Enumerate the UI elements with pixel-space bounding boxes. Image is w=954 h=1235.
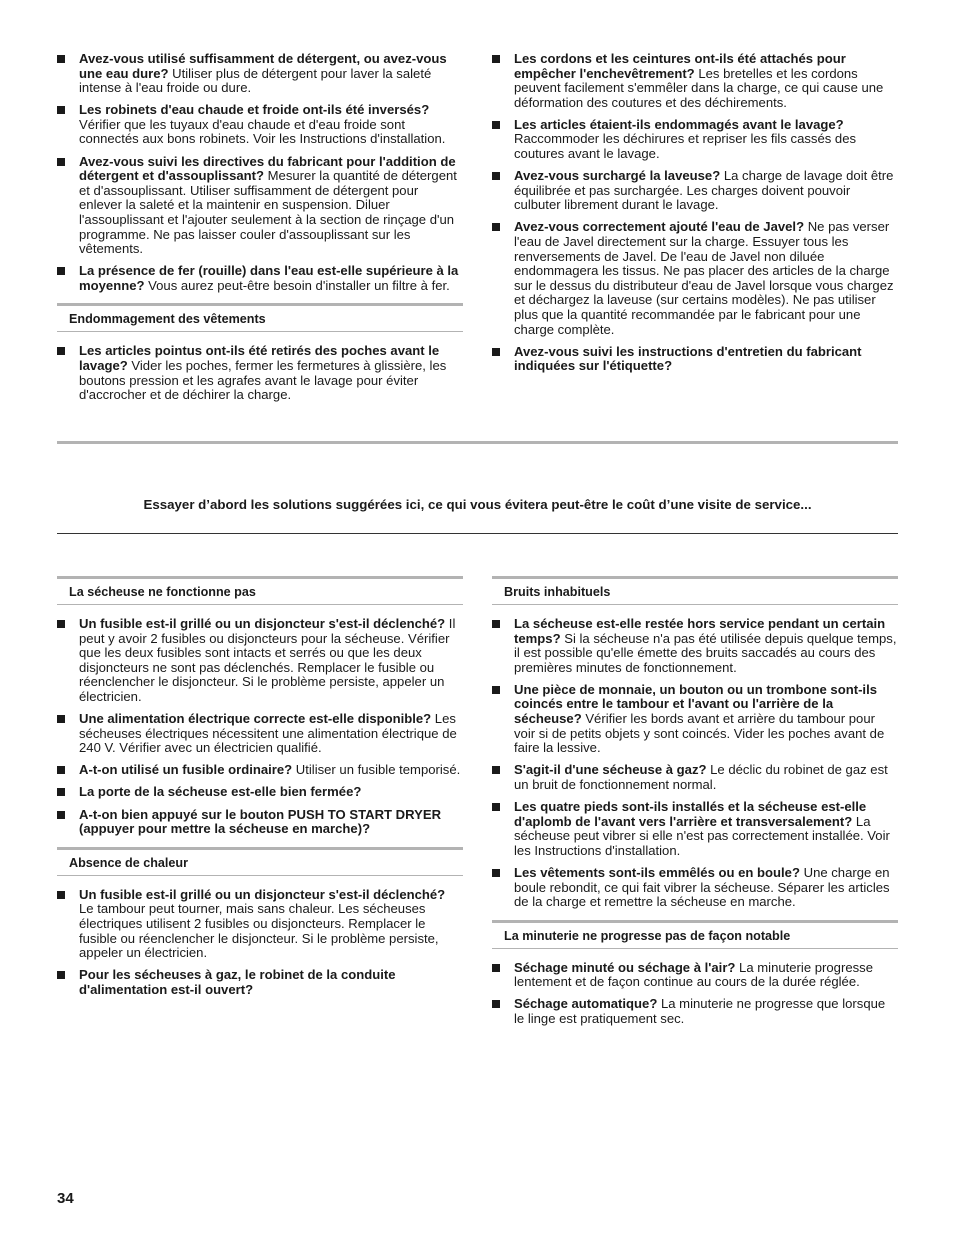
answer-text: Les bretelles et les cordons peuvent facilement s'emmêler dans la charge, ce qui cause une déformation des coutures et des déchirements. [514, 65, 884, 110]
question-text: Séchage automatique? [514, 996, 658, 1012]
question-list [57, 617, 463, 837]
list-item [492, 866, 898, 910]
answer-text: Le tambour peut tourner, mais sans chaleur. Les sécheuses électriques utilisent 2 fusibles ou disjoncteurs. Remplacer le fusible ou réenclencher le disjoncteur. Si le problème persiste, appeler un électricien. [79, 901, 439, 961]
answer-text: Si la sécheuse n'a pas été utilisée depuis quelque temps, il est possible qu'elle émette des bruits saccadés au cours des premières minutes de fonctionnement. [514, 630, 897, 675]
answer-text: Il peut y avoir 2 fusibles ou disjoncteurs pour la sécheuse. Vérifier que les deux fusibles sont intacts et serrés ou que les deux disjoncteurs ne sont pas déclenchés. Remplacer le fusible ou réenclencher le disjoncteur. Si le problème persiste, appeler un électricien. [79, 616, 456, 704]
list-item [492, 763, 898, 792]
question-text: Les cordons et les ceintures ont-ils été attachés pour empêcher l'enchevêtrement? [514, 51, 846, 81]
question-text: S'agit-il d'une sécheuse à gaz? [514, 762, 707, 778]
answer-text: Utiliser un fusible temporisé. [292, 762, 461, 778]
question-text: Avez-vous suivi les instructions d'entretien du fabricant indiquées sur l'étiquette? [514, 343, 862, 374]
question-text: Avez-vous surchargé la laveuse? [514, 168, 721, 184]
answer-text: La minuterie progresse lentement et de façon continue au cours de la durée réglée. [514, 959, 873, 990]
question-text: La présence de fer (rouille) dans l'eau est-elle supérieure à la moyenne? [79, 263, 459, 293]
list-item [492, 52, 898, 110]
question-text: Les robinets d'eau chaude et froide ont-ils été inversés? [79, 102, 430, 118]
answer-text: Les sécheuses électriques nécessitent une alimentation électrique de 240 V. Vérifier avec un électricien qualifié. [79, 711, 457, 756]
answer-text: Ne pas verser l'eau de Javel directement sur la charge. Essuyer tous les renversements de Javel. De l'eau de Javel non diluée endommagera les tissus. Ne pas placer des articles de la charge sur le dessus du distributeur d'eau de Javel lorsque vous chargez et déchargez la laveuse (sur certains modèles). Ne pas utiliser plus que la quantité recommandée par le fabricant pour une charge complète. [514, 219, 894, 337]
list-item [492, 345, 898, 374]
banner-divider [57, 533, 898, 534]
answer-text: Vider les poches, fermer les fermetures à glissière, les boutons pression et les agrafes avant le lavage pour éviter d'accrocher et de déchirer la charge. [79, 358, 447, 403]
page-number: 34 [57, 1190, 74, 1207]
question-text: Avez-vous suivi les directives du fabricant pour l'addition de détergent et d'assouplissant? [79, 153, 456, 184]
question-list [57, 52, 463, 293]
answer-text: Mesurer la quantité de détergent et d'assouplissant. Utiliser suffisamment de détergent pour enlever la saleté et la maintenir en suspension. Diluer l'assouplissant et l'ajouter seulement à la section de rinçage d'un programme. Ne pas laisser couler d'assouplissant sur les vêtements. [79, 168, 457, 257]
section-heading-dryer-not-running: La sécheuse ne fonctionne pas [57, 576, 463, 605]
question-text: Les vêtements sont-ils emmêlés ou en boule? [514, 864, 800, 880]
answer-text: Utiliser plus de détergent pour laver la saleté intense à l'eau froide ou dure. [79, 65, 432, 96]
list-item [492, 961, 898, 990]
question-text: Avez-vous correctement ajouté l'eau de Javel? [514, 219, 805, 235]
list-item [492, 800, 898, 858]
question-text: La porte de la sécheuse est-elle bien fermée? [79, 784, 362, 800]
answer-text: La charge de lavage doit être équilibrée et pas surchargée. Les charges doivent pouvoir culbuter librement durant le lavage. [514, 168, 894, 213]
question-list [492, 617, 898, 910]
question-text: A-t-on utilisé un fusible ordinaire? [79, 762, 293, 778]
question-list [57, 888, 463, 998]
question-text: Avez-vous utilisé suffisamment de détergent, ou avez-vous une eau dure? [79, 51, 447, 81]
answer-text: Vous aurez peut-être besoin d'installer un filtre à fer. [144, 277, 450, 293]
list-item [492, 169, 898, 213]
question-list [492, 52, 898, 374]
list-item [492, 997, 898, 1026]
answer-text: La minuterie ne progresse que lorsque le linge est pratiquement sec. [514, 996, 886, 1026]
question-text: Pour les sécheuses à gaz, le robinet de la conduite d'alimentation est-il ouvert? [79, 967, 396, 997]
top-right-column [492, 52, 898, 381]
list-item [57, 712, 463, 756]
list-item [57, 264, 463, 293]
list-item [57, 52, 463, 96]
question-text: A-t-on bien appuyé sur le bouton PUSH TO START DRYER (appuyer pour mettre la sécheuse en marche)? [79, 806, 442, 837]
list-item [57, 103, 463, 147]
answer-text: Vérifier que les tuyaux d'eau chaude et d'eau froide sont connectés aux bons robinets. Voir les Instructions d'installation. [79, 116, 446, 147]
list-item [492, 220, 898, 337]
question-text: La sécheuse est-elle restée hors service pendant un certain temps? [514, 616, 886, 646]
list-item [492, 118, 898, 162]
answer-text: Vérifier les bords avant et arrière du tambour pour voir si de petits objets y sont coincés. Vider les poches avant de faire la lessive. [514, 711, 885, 756]
question-text: Un fusible est-il grillé ou un disjoncteur s'est-il déclenché? [79, 886, 446, 902]
bottom-left-column [57, 576, 463, 1005]
bottom-right-column [492, 576, 898, 1034]
answer-text: Raccommoder les déchirures et repriser les fils cassés des coutures avant le lavage. [514, 131, 857, 162]
question-list [492, 961, 898, 1027]
list-item [57, 617, 463, 705]
list-item [57, 763, 463, 778]
intro-banner: Essayer d’abord les solutions suggérées ici, ce qui vous évitera peut-être le coût d’une visite de service... [143, 497, 812, 512]
question-text: Une alimentation électrique correcte est-elle disponible? [79, 711, 432, 727]
section-heading-unusual-noises: Bruits inhabituels [492, 576, 898, 605]
question-text: Séchage minuté ou séchage à l'air? [514, 959, 736, 975]
answer-text: Le déclic du robinet de gaz est un bruit de fonctionnement normal. [514, 762, 888, 792]
question-text: Un fusible est-il grillé ou un disjoncteur s'est-il déclenché? [79, 616, 446, 631]
list-item [57, 155, 463, 257]
list-item [492, 617, 898, 675]
answer-text: Une charge en boule rebondit, ce qui fait vibrer la sécheuse. Séparer les articles de la charge et remettre la sécheuse en marche. [514, 864, 890, 910]
list-item [57, 888, 463, 961]
list-item [57, 968, 463, 997]
question-text: Les articles pointus ont-ils été retirés des poches avant le lavage? [79, 343, 440, 373]
question-text: Une pièce de monnaie, un bouton ou un trombone sont-ils coincés entre le tambour et l'avant ou l'arrière de la sécheuse? [514, 681, 877, 727]
answer-text: La sécheuse peut vibrer si elle n'est pas correctement installée. Voir les Instructions d'installation. [514, 813, 890, 858]
list-item [57, 785, 463, 800]
section-divider [57, 441, 898, 444]
list-item [57, 344, 463, 402]
section-heading-garment-damage: Endommagement des vêtements [57, 303, 463, 332]
list-item [492, 683, 898, 756]
question-text: Les quatre pieds sont-ils installés et la sécheuse est-elle d'aplomb de l'avant vers l'arrière et transversalement? [514, 799, 867, 829]
list-item [57, 808, 463, 837]
question-text: Les articles étaient-ils endommagés avant le lavage? [514, 116, 844, 132]
section-heading-no-heat: Absence de chaleur [57, 847, 463, 876]
section-heading-timer: La minuterie ne progresse pas de façon notable [492, 920, 898, 949]
question-list [57, 344, 463, 402]
top-left-column [57, 52, 463, 410]
